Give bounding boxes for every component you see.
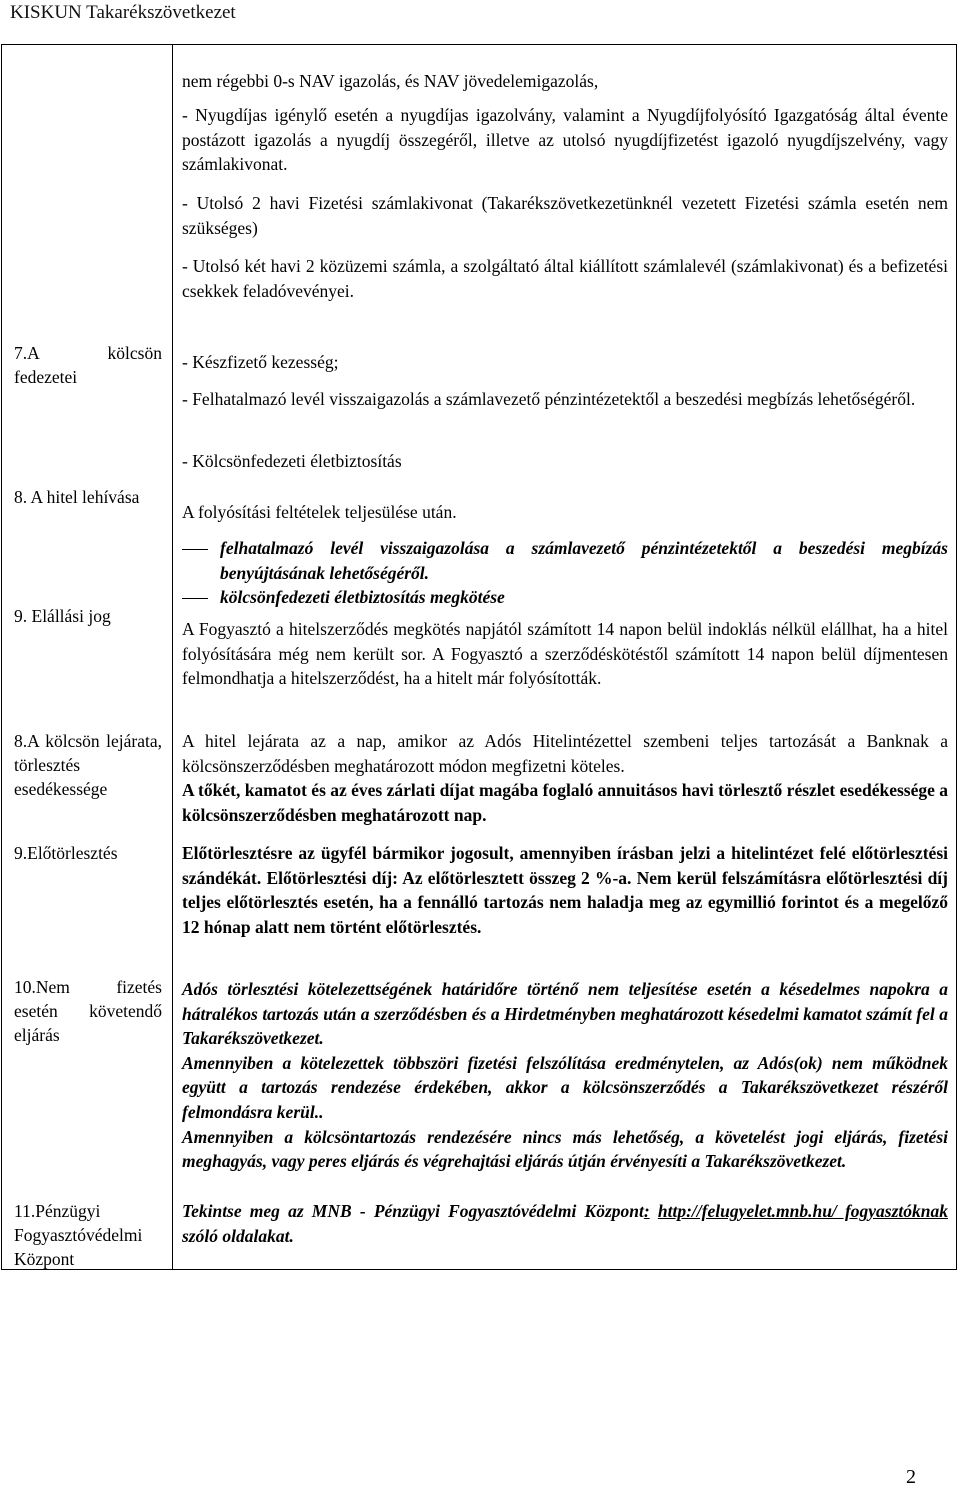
drawdown-bullet-1-text: felhatalmazó levél visszaigazolása a számlavezető pénzintézetektől a beszedési megbízás benyújtásának lehetőségéről. xyxy=(220,538,948,583)
drawdown-bullet-2-text: kölcsönfedezeti életbiztosítás megkötése xyxy=(220,587,505,608)
collateral-item-1: - Készfizető kezesség; xyxy=(182,352,339,372)
intro-line: nem régebbi 0-s NAV igazolás, és NAV jövedelemigazolás, xyxy=(182,71,599,91)
drawdown-intro: A folyósítási feltételek teljesülése után. xyxy=(182,502,457,522)
row-label-collateral: 7.A kölcsön fedezetei xyxy=(14,343,162,387)
row-label-consumer-protection: 11.Pénzügyi Fogyasztóvédelmi Központ xyxy=(14,1201,143,1269)
collateral-item-2: - Felhatalmazó levél visszaigazolás a számlavezető pénzintézetektől a beszedési megbízás lehetőségéről. xyxy=(182,389,916,409)
maturity-bold: A tőkét, kamatot és az éves zárlati díjat magába foglaló annuitásos havi törlesztő részlet esedékessége a kölcsönszerződésben meghatározott nap. xyxy=(182,780,948,825)
maturity-text xyxy=(182,729,948,827)
intro-pension: - Nyugdíjas igénylő esetén a nyugdíjas igazolvány, valamint a Nyugdíjfolyósító Igazgatóság által évente postázott igazolás a nyugdíj összegéről, illetve az utolsó nyugdíjfizetést igazoló nyugdíjszelvény, vagy számlakivonat. xyxy=(182,105,948,175)
mnb-link[interactable]: http://felugyelet.mnb.hu/ fogyasztóknak xyxy=(657,1201,949,1221)
row-label-drawdown: 8. A hitel lehívása xyxy=(14,487,140,507)
info-table xyxy=(1,44,957,1270)
cp-lead: Tekintse meg az MNB - Pénzügyi Fogyasztóvédelmi Központ xyxy=(182,1201,644,1221)
row-label-maturity: 8.A kölcsön lejárata, törlesztés esedékessége xyxy=(14,731,162,799)
nonpayment-p3: Amennyiben a kölcsöntartozás rendezésére nincs más lehetőség, a követelést jogi eljárás, fizetési meghagyás, vagy peres eljárás és végrehajtási eljárás útján érvényesíti a Takarékszövetkezet. xyxy=(182,1126,948,1172)
drawdown-bullet-2 xyxy=(182,585,948,610)
nonpayment-text xyxy=(182,977,948,1174)
drawdown-bullet-1 xyxy=(182,536,948,585)
prepayment-text: Előtörlesztésre az ügyfél bármikor jogosult, amennyiben írásban jelzi a hitelintézet felé előtörlesztési szándékát. Előtörlesztési díj: Az előtörlesztett összeg 2 %-a. Nem kerül felszámításra előtörlesztési díj teljes előtörlesztés esetén, ha a fennálló tartozás nem haladja meg az egymillió forintot és a megelőző 12 hónap alatt nem történt előtörlesztés. xyxy=(182,843,948,937)
row-label-prepayment: 9.Előtörlesztés xyxy=(14,843,118,863)
intro-utility: - Utolsó két havi 2 közüzemi számla, a szolgáltató által kiállított számlalevél (számlakivonat) és a befizetési csekkek feladóvevényei. xyxy=(182,256,948,301)
nonpayment-p2: Amennyiben a kötelezettek többszöri fizetési felszólítása eredménytelen, az Adós(ok) nem működnek együtt a tartozás rendezése érdekében, akkor a kölcsönszerződés a Takarékszövetkezet részéről felmondásra kerül.. xyxy=(182,1052,948,1122)
drawdown-bullets xyxy=(182,536,948,610)
row-label-nonpayment: 10.Nem fizetés esetén követendő eljárás xyxy=(14,977,162,1045)
maturity-plain: A hitel lejárata az a nap, amikor az Adós Hitelintézettel szembeni teljes tartozását a Banknak a kölcsönszerződésben meghatározott módon megfizetni köteles. xyxy=(182,731,948,776)
cp-tail: szóló oldalakat. xyxy=(182,1225,294,1246)
nonpayment-p1: Adós törlesztési kötelezettségének határidőre történő nem teljesítése esetén a késedelmes napokra a hátralékos tartozás után a szerződésben és a Hirdetményben meghatározott késedelmi kamatot számít fel a Takarékszövetkezet. xyxy=(182,979,948,1049)
column-divider xyxy=(172,45,173,1269)
row-label-withdrawal: 9. Elállási jog xyxy=(14,606,111,626)
withdrawal-text: A Fogyasztó a hitelszerződés megkötés napjától számított 14 napon belül indoklás nélkül elállhat, ha a hitel folyósítására még nem került sor. A Fogyasztó a szerződéskötéstől számított 14 napon belül díjmentesen felmondhatja a hitelszerződést, ha a hitelt már folyósították. xyxy=(182,619,948,689)
intro-statement: - Utolsó 2 havi Fizetési számlakivonat (Takarékszövetkezetünknél vezetett Fizetési számla esetén nem szükséges) xyxy=(182,193,948,238)
page-number: 2 xyxy=(906,1466,916,1488)
page-header: KISKUN Takarékszövetkezet xyxy=(10,2,236,23)
dash-mark xyxy=(182,549,208,550)
cp-colon-link[interactable]: : xyxy=(643,1201,650,1221)
dash-mark xyxy=(182,598,208,599)
collateral-item-3: - Kölcsönfedezeti életbiztosítás xyxy=(182,451,402,471)
consumer-protection-text xyxy=(182,1199,948,1248)
